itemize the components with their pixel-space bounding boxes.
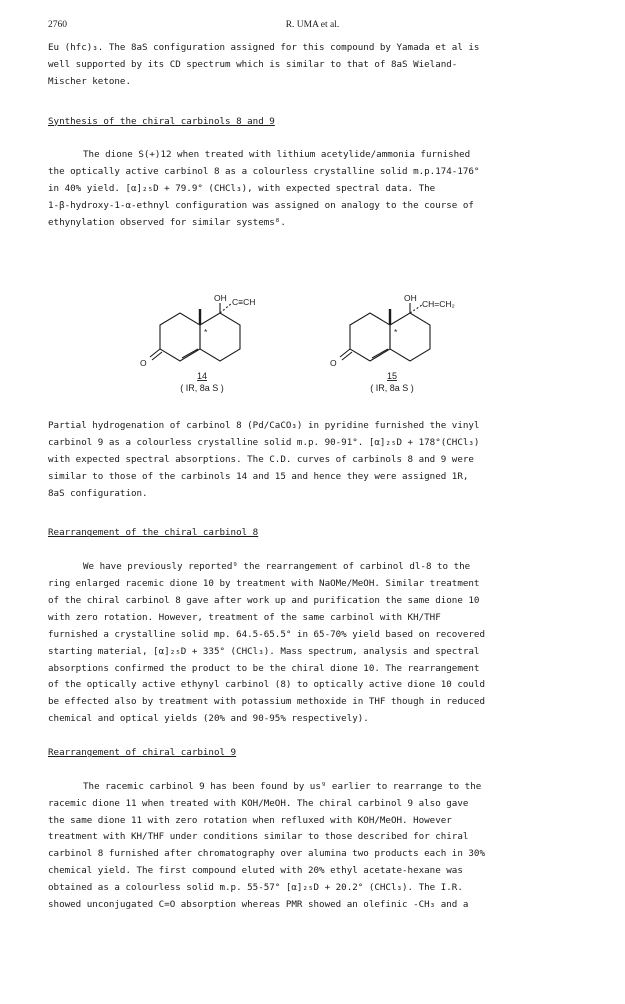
ring-b-left	[200, 313, 240, 361]
text-line: of the chiral carbinol 8 gave after work up and purification the same dione 10	[48, 595, 480, 607]
page-number: 2760	[48, 20, 67, 30]
stereo-star-right: *	[394, 327, 398, 337]
running-header	[48, 20, 577, 34]
text-line: ethynylation observed for similar systems⁸.	[48, 217, 286, 229]
text-line: with zero rotation. However, treatment of the same carbinol with KH/THF	[48, 611, 441, 623]
text-line: well supported by its CD spectrum which is similar to that of 8aS Wieland-	[48, 58, 458, 70]
text-line: Mischer ketone.	[48, 75, 131, 87]
text-line: 1-β-hydroxy-1-α-ethnyl configuration was assigned on analogy to the course of	[48, 200, 474, 212]
compound-config-15: ( IR, 8a S )	[370, 383, 414, 393]
ethynyl-label: C≡CH	[232, 297, 256, 307]
text-line: We have previously reported⁹ the rearrangement of carbinol dl-8 to the	[83, 561, 471, 573]
oh-label-right: OH	[404, 295, 417, 303]
running-authors: R. UMA et al.	[285, 20, 340, 30]
molecule-drawings	[120, 295, 500, 405]
stereo-star-left: *	[204, 327, 208, 337]
text-line: ring enlarged racemic dione 10 by treatment with NaOMe/MeOH. Similar treatment	[48, 578, 480, 590]
text-line: absorptions confirmed the product to be the chiral dione 10. The rearrangement	[48, 662, 480, 674]
text-line: Eu (hfc)₃. The 8aS configuration assigned for this compound by Yamada et al is	[48, 42, 480, 53]
text-line: with expected spectral absorptions. The C.D. curves of carbinols 8 and 9 were	[48, 453, 474, 465]
text-line: The dione S(+)12 when treated with lithium acetylide/ammonia furnished	[83, 149, 471, 161]
text-line: furnished a crystalline solid mp. 64.5-65.5° in 65-70% yield based on recovered	[48, 628, 485, 640]
structure-figure	[120, 295, 500, 405]
text-line: racemic dione 11 when treated with KOH/MeOH. The chiral carbinol 9 also gave	[48, 797, 469, 809]
text-line: carbinol 8 furnished after chromatography over alumina two products each in 30%	[48, 848, 485, 860]
text-line: The racemic carbinol 9 has been found by us⁹ earlier to rearrange to the	[83, 780, 482, 792]
text-block-bottom	[48, 418, 578, 914]
text-line: similar to those of the carbinols 14 and 15 and hence they were assigned 1R,	[48, 470, 469, 482]
compound-config-14: ( IR, 8a S )	[180, 383, 224, 393]
text-line: treatment with KH/THF under conditions similar to those described for chiral	[48, 831, 469, 843]
oxo-label-left: O	[140, 358, 147, 368]
text-block-top	[48, 40, 578, 232]
text-line: in 40% yield. [α]₂₅D + 79.9° (CHCl₃), with expected spectral data. The	[48, 183, 436, 195]
compound-number-15: 15	[386, 371, 398, 381]
ring-a-left	[160, 313, 200, 361]
text-line: the optically active carbinol 8 as a colourless crystalline solid m.p.174-176°	[48, 166, 480, 178]
section-heading-synthesis: Synthesis of the chiral carbinols 8 and 9	[48, 115, 275, 127]
text-line: be effected also by treatment with potassium methoxide in THF though in reduced	[48, 696, 485, 708]
text-line: obtained as a colourless solid m.p. 55-57° [α]₂₅D + 20.2° (CHCl₃). The I.R.	[48, 882, 463, 894]
text-line: carbinol 9 as a colourless crystalline solid m.p. 90-91°. [α]₂₅D + 178°(CHCl₃)	[48, 436, 480, 448]
vinyl-label: CH=CH₂	[422, 299, 455, 309]
text-line: showed unconjugated C=O absorption whereas PMR showed an olefinic -CH₃ and a	[48, 899, 469, 911]
text-line: the same dione 11 with zero rotation when refluxed with KOH/MeOH. However	[48, 814, 452, 826]
section-heading-rearrangement-9: Rearrangement of chiral carbinol 9	[48, 747, 237, 759]
section-heading-rearrangement-8: Rearrangement of the chiral carbinol 8	[48, 527, 259, 539]
text-line: 8aS configuration.	[48, 487, 148, 499]
text-line: of the optically active ethynyl carbinol (8) to optically active dione 10 could	[48, 679, 485, 691]
text-line: Partial hydrogenation of carbinol 8 (Pd/CaCO₃) in pyridine furnished the vinyl	[48, 420, 480, 431]
compound-number-14: 14	[196, 371, 208, 381]
text-line: chemical yield. The first compound eluted with 20% ethyl acetate-hexane was	[48, 865, 463, 877]
ring-a-right	[350, 313, 390, 361]
oxo-label-right: O	[330, 358, 337, 368]
text-line: starting material, [α]₂₅D + 335° (CHCl₃). Mass spectrum, analysis and spectral	[48, 645, 480, 657]
oh-label-left: OH	[214, 295, 227, 303]
ring-b-right	[390, 313, 430, 361]
text-line: chemical and optical yields (20% and 90-95% respectively).	[48, 713, 369, 725]
